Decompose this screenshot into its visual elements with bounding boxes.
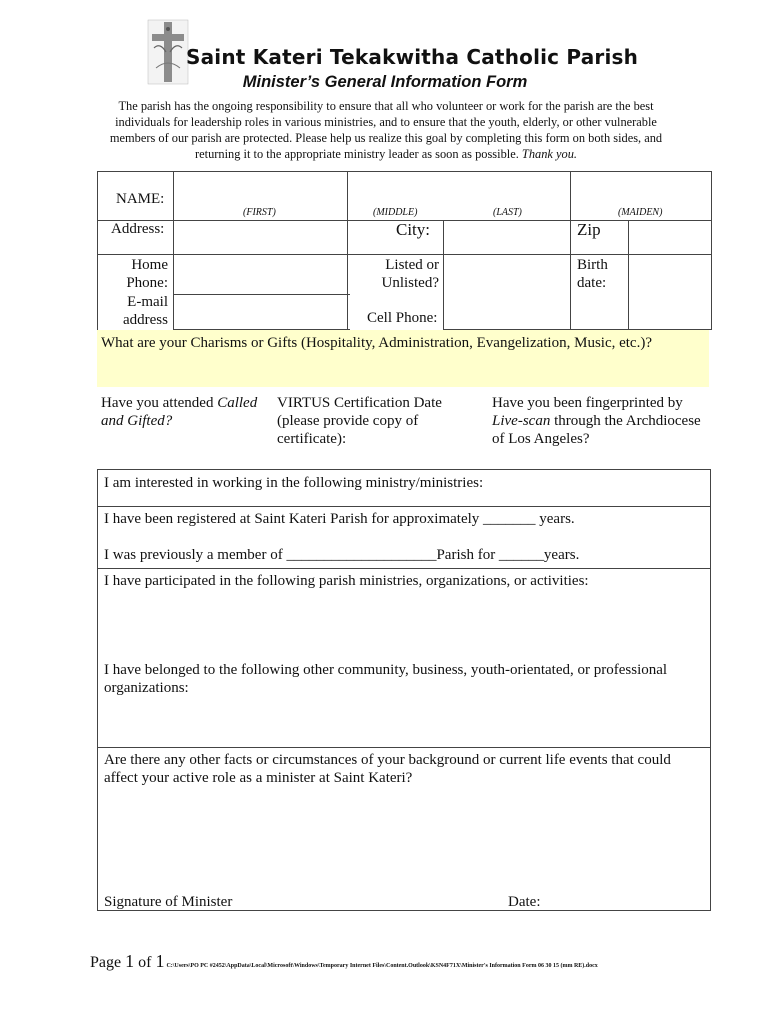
zip-field[interactable]: [629, 221, 710, 253]
home-label: Home: [131, 257, 168, 273]
birth-date-field[interactable]: [629, 255, 710, 328]
home-phone-field[interactable]: [174, 255, 346, 293]
city-field[interactable]: [444, 221, 569, 253]
phone-label: Phone:: [126, 274, 168, 291]
called-gifted-question: [101, 394, 266, 430]
name-label: NAME:: [116, 191, 165, 207]
email-address-label: address: [123, 311, 168, 328]
unlisted-label: Unlisted?: [381, 274, 439, 291]
first-label: (FIRST): [243, 207, 276, 218]
belonged-text: I have belonged to the following other community, business, youth-orientated, or professional organizations:: [104, 662, 668, 696]
address-label: Address:: [111, 221, 165, 237]
middle-last-name-field[interactable]: [348, 172, 569, 206]
home-phone-label: [98, 257, 168, 292]
cell-phone-field[interactable]: [444, 295, 569, 328]
birth-date-label: [577, 257, 608, 292]
email-label: E-mail: [127, 294, 168, 310]
zip-label: Zip: [577, 220, 601, 239]
other-facts-text: Are there any other facts or circumstances of your background or current life events that could affect your active role as a minister at Saint Kateri?: [104, 752, 671, 786]
first-name-field[interactable]: [174, 172, 346, 206]
intro-paragraph: [96, 98, 676, 162]
fingerprint-italic: Live-scan: [492, 413, 551, 429]
charisms-question: What are your Charisms or Gifts (Hospitality, Administration, Evangelization, Music, etc.)?: [101, 335, 652, 351]
fingerprint-question: [492, 394, 712, 448]
page-of: of: [134, 954, 156, 971]
called-prefix: Have you attended: [101, 395, 218, 411]
intro-text: The parish has the ongoing responsibility to ensure that all who volunteer or work for the parish are the best individuals for leadership roles in various ministries, and to ensure that the youth, elderly, or other vulnerable members of our parish are protected. Please help us realize this goal by completing this form on both sides, and returning it to the appropriate ministry leader as soon as possible.: [109, 99, 663, 161]
virtus-question: VIRTUS Certification Date (please provide copy of certificate):: [277, 395, 442, 447]
fingerprint-prefix: Have you been fingerprinted by: [492, 395, 683, 411]
middle-label: (MIDDLE): [373, 207, 418, 218]
maiden-name-field[interactable]: [571, 172, 710, 206]
cell-phone-label: Cell Phone:: [367, 310, 438, 326]
page-prefix: Page: [90, 954, 126, 971]
page-total: 1: [155, 951, 165, 971]
date-signed-label: Date:: [508, 894, 541, 910]
listed-label: Listed or: [385, 257, 439, 273]
fingerprint-suffix: through the Archdiocese of Los Angeles?: [492, 413, 701, 447]
date-label: date:: [577, 274, 607, 291]
listed-label-group: [348, 257, 439, 292]
listed-field[interactable]: [444, 255, 569, 293]
parish-title: Saint Kateri Tekakwitha Catholic Parish: [186, 45, 639, 69]
page-footer: [90, 951, 598, 972]
previously-text: I was previously a member of ____________________Parish for ______years.: [104, 547, 580, 563]
address-field[interactable]: [174, 221, 346, 253]
signature-label: Signature of Minister: [104, 894, 233, 910]
file-path: C:\Users\PO PC #2452\AppData\Local\Microsoft\Windows\Temporary Internet Files\Content.Outlook\KSN4F71X\Minister's Information Form 06 30 15 (mm RE).docx: [166, 963, 598, 969]
maiden-label: (MAIDEN): [618, 207, 663, 218]
email-field[interactable]: [174, 295, 346, 328]
called-italic: Called and Gifted?: [101, 395, 258, 429]
city-label: City:: [396, 220, 431, 239]
registered-text: I have been registered at Saint Kateri Parish for approximately _______ years.: [104, 511, 575, 527]
page-number: 1: [125, 951, 135, 971]
interested-text: I am interested in working in the following ministry/ministries:: [104, 475, 484, 491]
form-subtitle: Minister’s General Information Form: [242, 73, 528, 91]
last-label: (LAST): [493, 207, 522, 218]
participated-text: I have participated in the following parish ministries, organizations, or activities:: [104, 573, 589, 589]
intro-thanks: Thank you.: [521, 147, 577, 161]
email-label-group: [98, 294, 168, 329]
birth-label: Birth: [577, 257, 608, 273]
